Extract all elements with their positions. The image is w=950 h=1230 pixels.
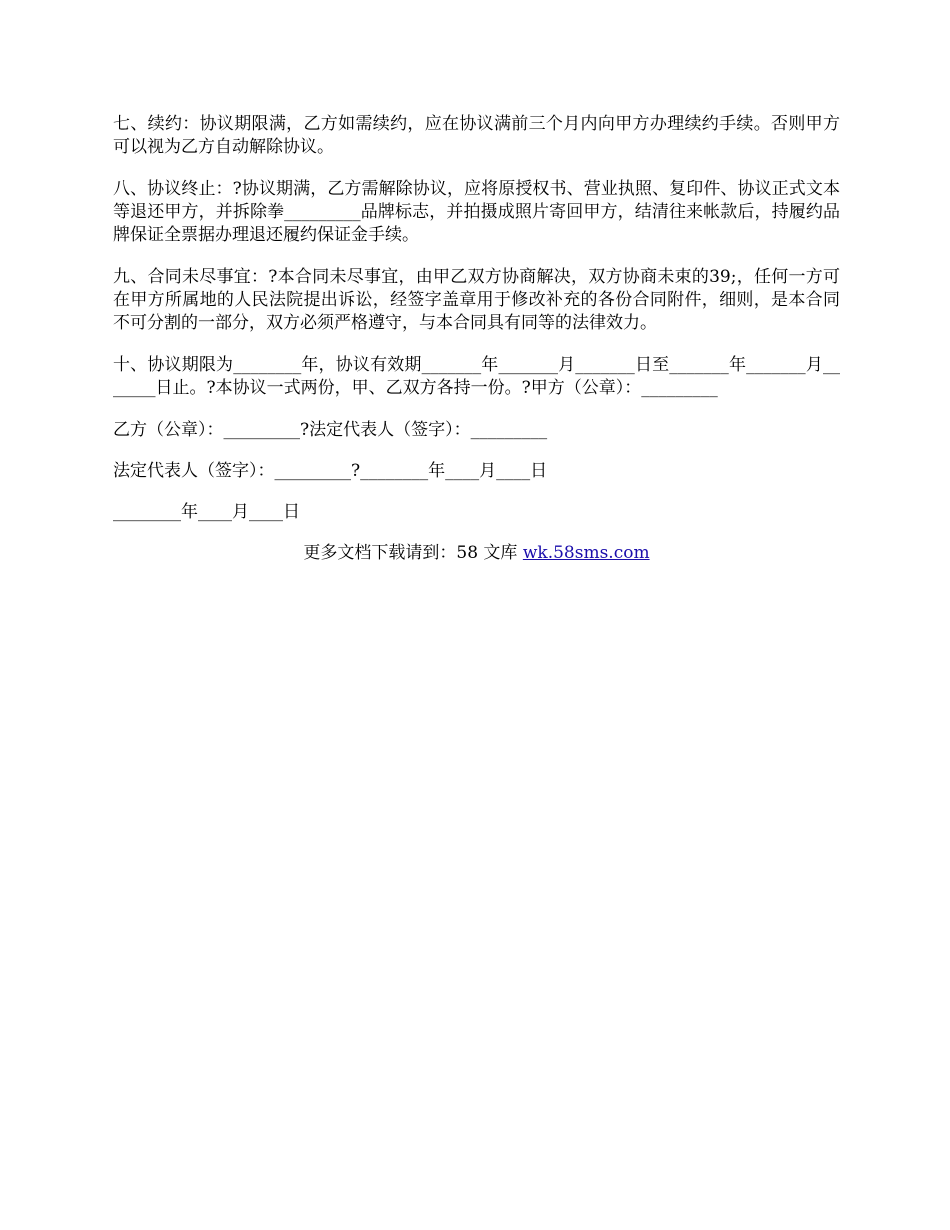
clause-ten-term: 十、协议期限为________年，协议有效期_______年_______月_______日至_______年_______月_______日止。?本协议一式两份，甲、乙双方各持一份。?甲方（公章）：_________ [113,355,840,398]
party-b-signature-line: 乙方（公章）：_________?法定代表人（签字）：_________ [113,420,548,440]
document-body [113,113,840,565]
clause-nine-matters: 九、合同未尽事宜：?本合同未尽事宜，由甲乙双方协商解决，双方协商未束的39;，任何一方可在甲方所属地的人民法院提出诉讼，经签字盖章用于修改补充的各份合同附件，细则，是本合同不可分割的一部分，双方必须严格遵守，与本合同具有同等的法律效力。 [113,267,840,333]
footer-link[interactable]: wk.58sms.com [522,543,650,563]
legal-rep-signature-line: 法定代表人（签字）：_________?________年____月____日 [113,461,548,481]
clause-eight-termination: 八、协议终止：?协议期满，乙方需解除协议，应将原授权书、营业执照、复印件、协议正式文本等退还甲方，并拆除拳_________品牌标志，并拍摄成照片寄回甲方，结清往来帐款后，持履约品牌保证全票据办理退还履约保证金手续。 [113,179,840,245]
date-line: ________年____月____日 [113,502,300,522]
footer-text: 更多文档下载请到：58 文库 [303,543,523,563]
download-footer [113,542,840,565]
clause-seven-renewal: 七、续约：协议期限满，乙方如需续约，应在协议满前三个月内向甲方办理续约手续。否则甲方可以视为乙方自动解除协议。 [113,114,840,157]
